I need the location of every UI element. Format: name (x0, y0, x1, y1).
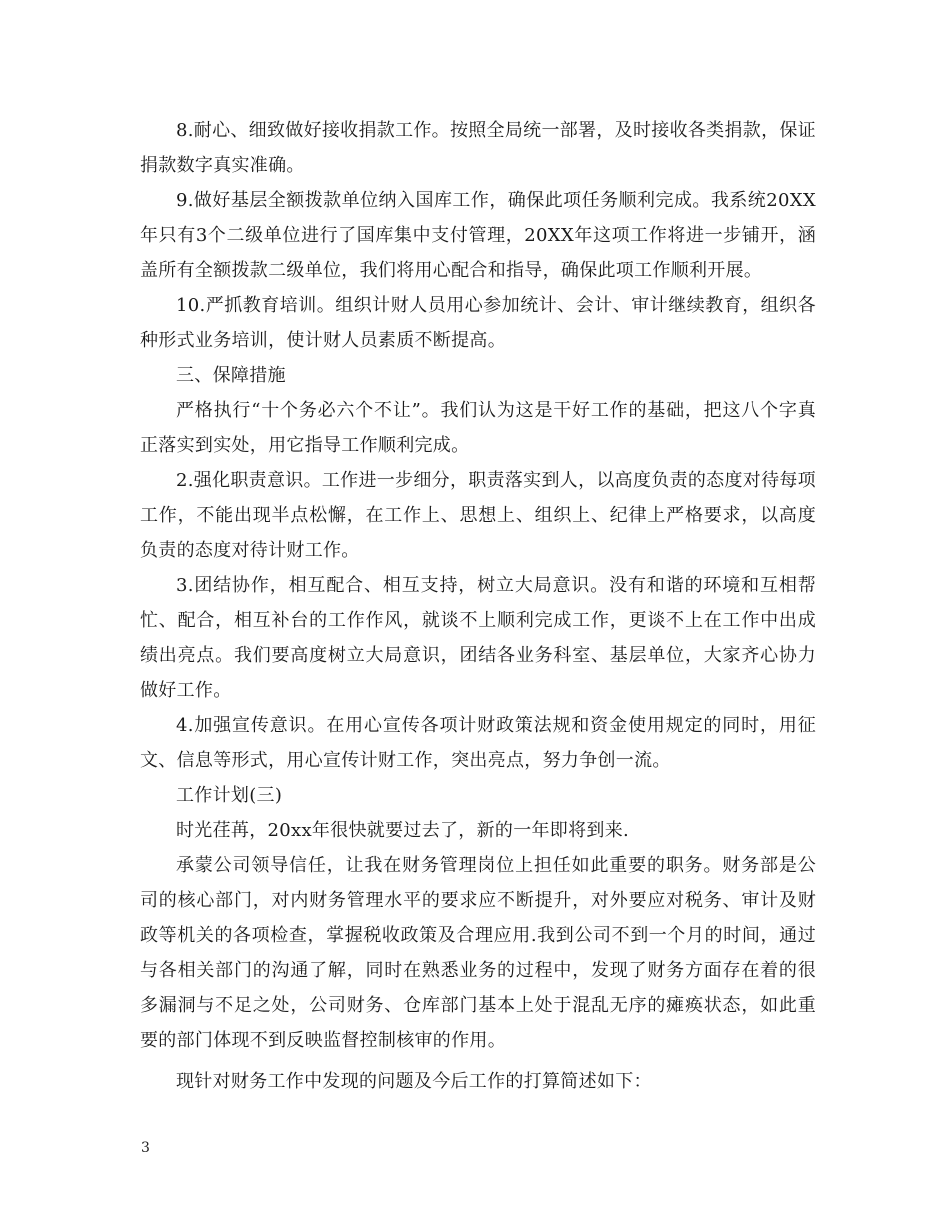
paragraph-measure-2: 2.强化职责意识。工作进一步细分，职责落实到人，以高度负责的态度对待每项工作，不能出现半点松懈，在工作上、思想上、组织上、纪律上严格要求，以高度负责的态度对待计财工作。 (140, 470, 816, 561)
section-heading-work-plan-3: 工作计划(三) (176, 785, 283, 806)
paragraph-measure-4: 4.加强宣传意识。在用心宣传各项计财政策法规和资金使用规定的同时，用征文、信息等形式，用心宣传计财工作，突出亮点，努力争创一流。 (140, 715, 816, 771)
paragraph-finance-role: 承蒙公司领导信任，让我在财务管理岗位上担任如此重要的职务。财务部是公司的核心部门，对内财务管理水平的要求应不断提升，对外要应对税务、审计及财政等机关的各项检查，掌握税收政策及合理应用.我到公司不到一个月的时间，通过与各相关部门的沟通了解，同时在熟悉业务的过程中，发现了财务方面存在着的很多漏洞与不足之处，公司财务、仓库部门基本上处于混乱无序的瘫痪状态，如此重要的部门体现不到反映监督控制核审的作用。 (140, 855, 816, 1051)
paragraph-item-9: 9.做好基层全额拨款单位纳入国库工作，确保此项任务顺利完成。我系统20XX年只有3个二级单位进行了国库集中支付管理，20XX年这项工作将进一步铺开，涵盖所有全额拨款二级单位，我们将用心配合和指导，确保此项工作顺利开展。 (140, 190, 816, 281)
paragraph-summary-lead: 现针对财务工作中发现的问题及今后工作的打算简述如下： (176, 1071, 652, 1092)
paragraph-item-8: 8.耐心、细致做好接收捐款工作。按照全局统一部署，及时接收各类捐款，保证捐款数字真实准确。 (140, 120, 816, 176)
section-heading-safeguards: 三、保障措施 (176, 365, 286, 386)
paragraph-strict-execution: 严格执行“十个务必六个不让”。我们认为这是干好工作的基础，把这八个字真正落实到实处，用它指导工作顺利完成。 (140, 400, 816, 456)
paragraph-item-10: 10.严抓教育培训。组织计财人员用心参加统计、会计、审计继续教育，组织各种形式业务培训，使计财人员素质不断提高。 (140, 295, 816, 351)
paragraph-measure-3: 3.团结协作，相互配合、相互支持，树立大局意识。没有和谐的环境和互相帮忙、配合，相互补台的工作作风，就谈不上顺利完成工作，更谈不上在工作中出成绩出亮点。我们要高度树立大局意识，团结各业务科室、基层单位，大家齐心协力做好工作。 (140, 575, 816, 701)
paragraph-intro-time: 时光荏苒，20xx年很快就要过去了，新的一年即将到来. (176, 820, 630, 841)
document-body (140, 113, 816, 1099)
page-number: 3 (141, 1140, 150, 1156)
